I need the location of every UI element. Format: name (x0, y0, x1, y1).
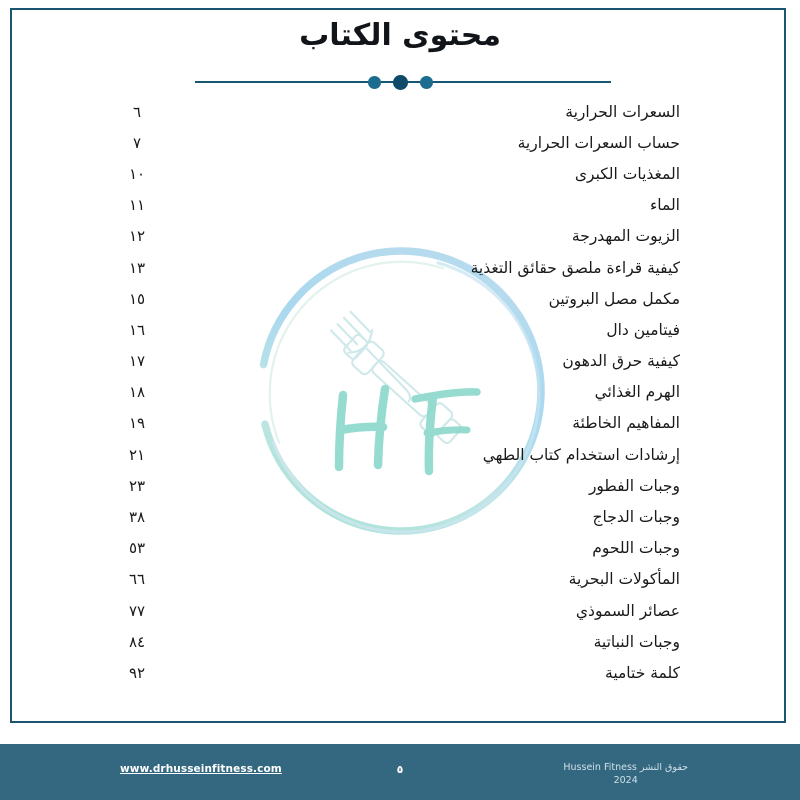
footer-copyright (563, 762, 688, 788)
toc-entry[interactable] (0, 283, 800, 314)
toc-entry-title: كيفية حرق الدهون (562, 352, 680, 371)
toc-entry-page: ٣٨ (128, 508, 146, 527)
toc-entry-title: كلمة ختامية (605, 663, 680, 682)
divider-dots (0, 69, 800, 95)
toc-entry[interactable] (0, 595, 800, 626)
toc-entry-title: الزيوت المهدرجة (571, 227, 680, 246)
toc-entry-title: وجبات النباتية (593, 632, 680, 651)
toc-entry-title: السعرات الحرارية (565, 102, 680, 121)
footer-brand-name: Hussein Fitness (563, 762, 637, 773)
toc-entry[interactable] (0, 127, 800, 158)
title-divider (0, 69, 800, 95)
toc-entry-title: كيفية قراءة ملصق حقائق التغذية (470, 258, 680, 277)
toc-entry[interactable] (0, 190, 800, 221)
footer-copyright-prefix: حقوق النشر (639, 762, 688, 773)
toc-entry-title: الهرم الغذائي (594, 383, 680, 402)
dot-right-icon (368, 76, 381, 89)
page-title: محتوى الكتاب (299, 18, 501, 53)
table-of-contents (0, 96, 800, 689)
toc-entry-page: ١٨ (128, 383, 146, 402)
toc-entry[interactable] (0, 501, 800, 532)
toc-entry-page: ١٩ (128, 414, 146, 433)
footer-year: 2024 (613, 774, 638, 786)
toc-entry-page: ١١ (128, 196, 146, 215)
toc-entry-title: المفاهيم الخاطئة (572, 414, 680, 433)
toc-entry-page: ٦٦ (128, 570, 146, 589)
toc-entry-page: ١٦ (128, 320, 146, 339)
toc-entry-title: وجبات اللحوم (592, 539, 680, 558)
toc-entry[interactable] (0, 221, 800, 252)
toc-entry-page: ١٣ (128, 258, 146, 277)
toc-entry-page: ٦ (132, 102, 142, 121)
toc-entry-page: ٢٣ (128, 476, 146, 495)
page-header (0, 0, 800, 95)
dot-left-icon (420, 76, 433, 89)
toc-entry-title: وجبات الدجاج (592, 508, 680, 527)
toc-entry[interactable] (0, 657, 800, 688)
toc-entry-page: ١٧ (128, 352, 146, 371)
toc-entry-title: إرشادات استخدام كتاب الطهي (482, 445, 680, 464)
toc-entry-page: ١٢ (128, 227, 146, 246)
toc-entry[interactable] (0, 439, 800, 470)
footer-page-number: ٥ (396, 763, 404, 776)
toc-entry-page: ٥٣ (128, 539, 146, 558)
toc-entry-page: ١٠ (128, 164, 146, 183)
toc-entry-title: المأكولات البحرية (568, 570, 680, 589)
toc-entry[interactable] (0, 314, 800, 345)
toc-entry[interactable] (0, 158, 800, 189)
toc-entry[interactable] (0, 564, 800, 595)
toc-entry[interactable] (0, 252, 800, 283)
toc-entry-title: الماء (649, 196, 680, 215)
toc-entry-page: ١٥ (128, 289, 146, 308)
toc-entry-title: عصائر السموذي (575, 601, 680, 620)
toc-entry[interactable] (0, 470, 800, 501)
toc-entry[interactable] (0, 377, 800, 408)
toc-entry-title: مكمل مصل البروتين (548, 289, 680, 308)
toc-entry[interactable] (0, 533, 800, 564)
toc-entry-title: المغذيات الكبرى (574, 164, 680, 183)
toc-entry-title: فيتامين دال (606, 320, 680, 339)
toc-entry-page: ٩٢ (128, 663, 146, 682)
toc-entry-page: ٧٧ (128, 601, 146, 620)
toc-entry-page: ٢١ (128, 445, 146, 464)
toc-entry-title: وجبات الفطور (588, 476, 680, 495)
toc-entry[interactable] (0, 626, 800, 657)
toc-entry[interactable] (0, 346, 800, 377)
toc-entry[interactable] (0, 408, 800, 439)
toc-entry-page: ٧ (132, 133, 142, 152)
footer-website-link[interactable]: www.drhusseinfitness.com (120, 763, 282, 775)
toc-entry[interactable] (0, 96, 800, 127)
dot-center-icon (393, 75, 408, 90)
toc-entry-title: حساب السعرات الحرارية (517, 133, 680, 152)
toc-entry-page: ٨٤ (128, 632, 146, 651)
